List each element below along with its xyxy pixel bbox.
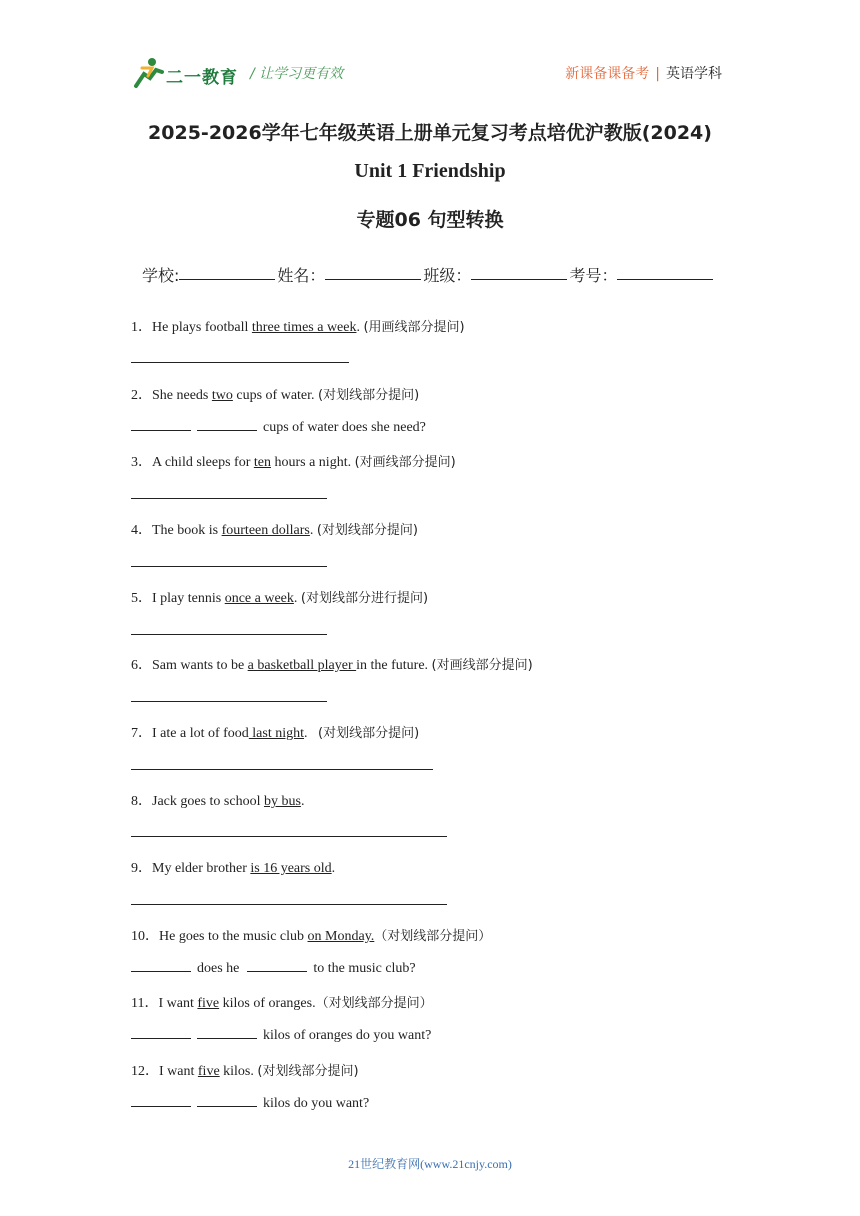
question-2: 2．She needs two cups of water. (对划线部分提问) [131,388,420,403]
logo-text: 二一教育 [166,68,238,88]
footer-link[interactable]: 21世纪教育网(www.21cnjy.com) [348,1157,512,1171]
answer-line-1[interactable] [131,362,349,363]
answer-line-6[interactable] [131,701,327,702]
answer-row-11: kilos of oranges do you want? [131,1026,431,1044]
page-header [130,52,730,92]
blank[interactable] [131,1094,191,1107]
header-subject-label: 英语学科 [666,66,722,82]
header-subject [565,63,722,83]
question-7: 7．I ate a lot of food last night. (对划线部分提问) [131,726,420,741]
number-blank[interactable] [617,263,713,280]
school-blank[interactable] [179,263,275,280]
question-8: 8．Jack goes to school by bus. [131,794,305,809]
blank[interactable] [131,959,191,972]
question-6: 6．Sam wants to be a basketball player in the future. (对画线部分提问) [131,658,533,673]
topic-title: 专题06 句型转换 [356,209,504,231]
school-label: 学校: [142,266,180,285]
blank[interactable] [131,418,191,431]
doc-title: 2025-2026学年七年级英语上册单元复习考点培优沪教版(2024) [148,122,712,144]
question-5: 5．I play tennis once a week. (对划线部分进行提问) [131,591,429,606]
answer-line-9[interactable] [131,904,447,905]
name-blank[interactable] [325,263,421,280]
unit-title: Unit 1 Friendship [354,160,506,182]
question-11: 11．I want five kilos of oranges.（对划线部分提问） [131,996,433,1011]
runner-icon [130,56,166,90]
blank[interactable] [247,959,307,972]
blank[interactable] [131,1026,191,1039]
class-label: 班级： [423,266,472,285]
blank[interactable] [197,1094,257,1107]
answer-row-10: does he to the music club? [131,959,416,977]
answer-row-12: kilos do you want? [131,1094,369,1112]
question-10: 10．He goes to the music club on Monday.（对划线部分提问） [131,929,492,944]
answer-row-2: cups of water does she need? [131,418,426,436]
student-info [142,263,715,286]
blank[interactable] [197,1026,257,1039]
question-12: 12．I want five kilos. (对划线部分提问) [131,1064,359,1079]
question-3: 3．A child sleeps for ten hours a night. (对画线部分提问) [131,455,456,470]
answer-line-4[interactable] [131,566,327,567]
answer-line-8[interactable] [131,836,447,837]
class-blank[interactable] [471,263,567,280]
answer-line-3[interactable] [131,498,327,499]
logo [130,56,242,90]
slogan: / 让学习更有效 [250,66,344,82]
number-label: 考号： [569,266,618,285]
question-1: 1．He plays football three times a week. (用画线部分提问) [131,320,465,335]
header-separator: | [655,66,660,82]
answer-line-5[interactable] [131,634,327,635]
blank[interactable] [197,418,257,431]
header-course: 新课备课备考 [565,66,650,82]
name-label: 姓名： [277,266,326,285]
question-9: 9．My elder brother is 16 years old. [131,861,336,876]
answer-line-7[interactable] [131,769,433,770]
question-4: 4．The book is fourteen dollars. (对划线部分提问) [131,523,419,538]
